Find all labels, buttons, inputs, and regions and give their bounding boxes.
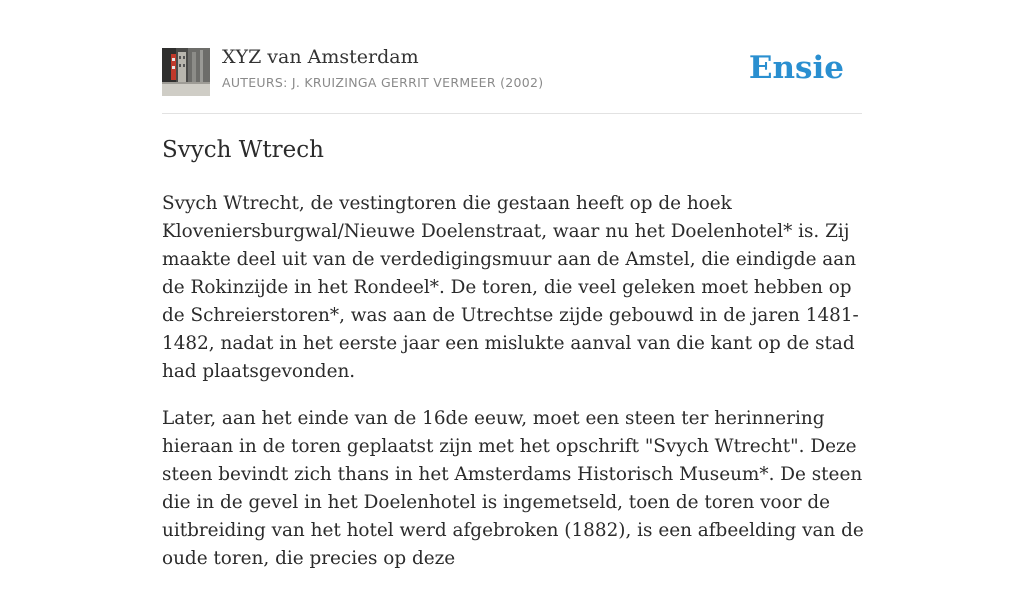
article-paragraph: Later, aan het einde van de 16de eeuw, moet een steen ter herinnering hieraan in de toren geplaatst zijn met het opschrift "Svych Wtrecht". Deze steen bevindt zich thans in het Amsterdams Historisch Museum*. De steen die in de gevel in het Doelenhotel is ingemetseld, toen de toren voor de uitbreiding van het hotel werd afgebroken (1882), is een afbeelding van de oude toren, die precies op deze — [162, 408, 864, 569]
book-cover-avatar[interactable] — [162, 48, 210, 96]
book-title-link[interactable]: XYZ van Amsterdam — [222, 46, 419, 68]
book-cover-photo-icon — [162, 48, 210, 96]
article-title: Svych Wtrech — [162, 137, 324, 163]
article-body — [162, 190, 864, 592]
ensie-logo[interactable]: Ensie — [748, 50, 844, 86]
book-header — [162, 46, 862, 114]
book-authors: AUTEURS: J. KRUIZINGA GERRIT VERMEER (2002) — [222, 75, 544, 90]
article-paragraph: Svych Wtrecht, de vestingtoren die gestaan heeft op de hoek Kloveniersburgwal/Nieuwe Doelenstraat, waar nu het Doelenhotel* is. Zij maakte deel uit van de verdedigingsmuur aan de Amstel, die eindigde aan de Rokinzijde in het Rondeel*. De toren, die veel geleken moet hebben op de Schreierstoren*, was aan de Utrechtse zijde gebouwd in de jaren 1481-1482, nadat in het eerste jaar een mislukte aanval van die kant op de stad had plaatsgevonden. — [162, 193, 859, 382]
